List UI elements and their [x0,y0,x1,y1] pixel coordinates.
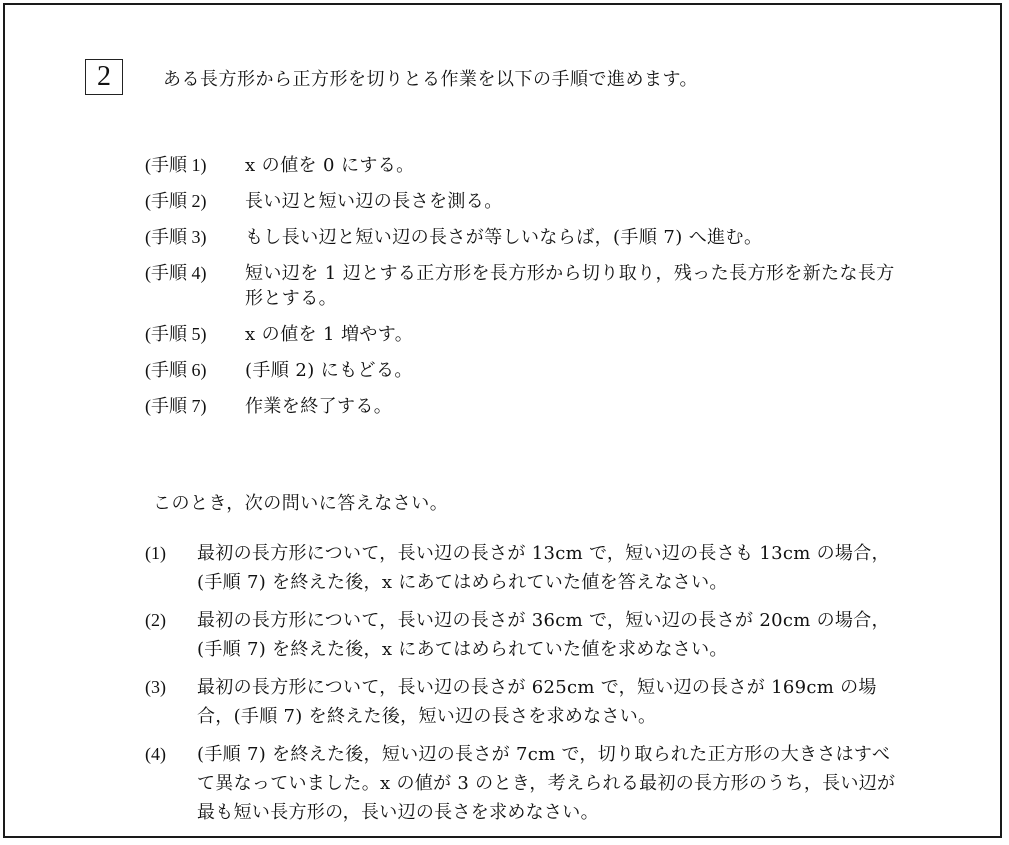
question-text: 最初の長方形について，長い辺の長さが 13cm で，短い辺の長さも 13cm の場合，(手順 7) を終えた後，x にあてはめられていた値を答えなさい。 [197,543,890,593]
problem-intro: ある長方形から正方形を切りとる作業を以下の手順で進めます。 [163,69,699,90]
question-item [145,740,905,827]
step-label: (手順 4) [145,263,207,283]
step-label: (手順 6) [145,360,207,380]
procedure-step [145,394,905,419]
procedure-steps [145,153,905,430]
question-number: (1) [145,543,166,563]
step-text: 長い辺と短い辺の長さを測る。 [245,191,503,212]
question-list [145,539,905,836]
questions-lead: このとき，次の問いに答えなさい。 [153,493,449,514]
procedure-step [145,358,905,383]
procedure-step [145,261,905,311]
step-text: (手順 2) にもどる。 [245,360,413,381]
procedure-step [145,189,905,214]
step-label: (手順 2) [145,191,207,211]
question-text: (手順 7) を終えた後，短い辺の長さが 7cm で，切り取られた正方形の大きさはすべて異なっていました。x の値が 3 のとき，考えられる最初の長方形のうち，長い辺が最も短い長方形の，長い辺の長さを求めなさい。 [197,744,896,823]
step-text: x の値を 1 増やす。 [245,324,414,345]
question-number: (3) [145,677,166,697]
question-item [145,606,905,664]
question-number: (2) [145,610,166,630]
step-text: x の値を 0 にする。 [245,155,415,176]
question-text: 最初の長方形について，長い辺の長さが 36cm で，短い辺の長さが 20cm の場合，(手順 7) を終えた後，x にあてはめられていた値を求めなさい。 [197,610,890,660]
question-number: (4) [145,744,166,764]
question-item [145,673,905,731]
step-label: (手順 7) [145,396,207,416]
step-text: 作業を終了する。 [245,396,393,417]
question-text: 最初の長方形について，長い辺の長さが 625cm で，短い辺の長さが 169cm の場合，(手順 7) を終えた後，短い辺の長さを求めなさい。 [197,677,877,727]
step-label: (手順 5) [145,324,207,344]
procedure-step [145,153,905,178]
step-label: (手順 3) [145,227,207,247]
procedure-step [145,225,905,250]
procedure-step [145,322,905,347]
question-item [145,539,905,597]
step-label: (手順 1) [145,155,207,175]
problem-page [3,3,1002,838]
problem-number-box: 2 [85,59,123,95]
step-text: もし長い辺と短い辺の長さが等しいならば，(手順 7) へ進む。 [245,227,763,248]
step-text: 短い辺を 1 辺とする正方形を長方形から切り取り，残った長方形を新たな長方形とする。 [245,263,895,309]
